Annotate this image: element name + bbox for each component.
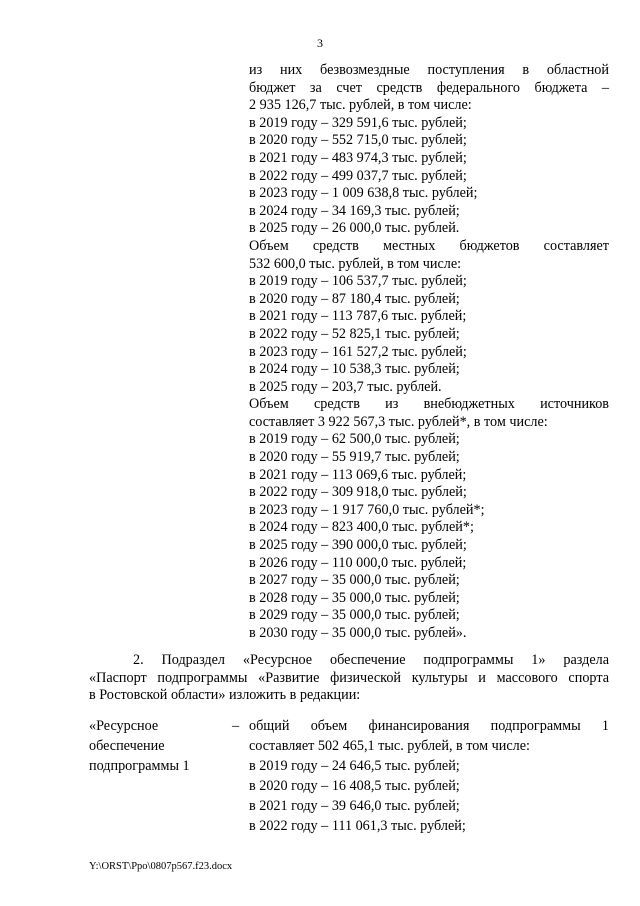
text-line: в Ростовской области» изложить в редакции: [89,687,361,704]
text-line: в 2022 году – 499 037,7 тыс. рублей; [249,167,467,184]
passport-label-line: подпрограммы 1 [89,758,190,774]
amendment-paragraph-2 [89,652,609,705]
text-line: в 2020 году – 16 408,5 тыс. рублей; [249,778,460,794]
text-line: в 2021 году – 39 646,0 тыс. рублей; [249,798,460,814]
text-line: бюджет за счет средств федерального бюджета – [249,79,609,96]
text-line: в 2023 году – 161 527,2 тыс. рублей; [249,343,467,360]
passport-label-line: обеспечение [89,738,165,754]
passport-label-line: «Ресурсное [89,718,159,734]
text-line: в 2024 году – 823 400,0 тыс. рублей*; [249,519,474,536]
page-number: 3 [317,36,323,50]
text-line: в 2026 году – 110 000,0 тыс. рублей; [249,554,467,571]
text-line: в 2022 году – 309 918,0 тыс. рублей; [249,484,467,501]
text-line: из них безвозмездные поступления в областной [249,62,609,78]
passport-row-label [89,716,239,776]
file-path-footer: Y:\ORST\Ppo\0807p567.f23.docx [89,861,233,872]
budget-sources-block [249,62,609,643]
text-line: в 2021 году – 113 787,6 тыс. рублей; [249,308,467,325]
text-line: Объем средств местных бюджетов составляет [249,237,609,254]
text-line: в 2019 году – 62 500,0 тыс. рублей; [249,431,460,448]
text-line: 532 600,0 тыс. рублей, в том числе: [249,255,462,272]
text-line: в 2020 году – 87 180,4 тыс. рублей; [249,290,460,307]
text-line: в 2025 году – 390 000,0 тыс. рублей; [249,537,467,554]
text-line: общий объем финансирования подпрограммы 1 [249,718,609,734]
text-line: в 2024 году – 34 169,3 тыс. рублей; [249,202,460,219]
text-line: в 2028 году – 35 000,0 тыс. рублей; [249,589,460,606]
text-line: в 2022 году – 111 061,3 тыс. рублей; [249,818,466,834]
text-line: составляет 3 922 567,3 тыс. рублей*, в том числе: [249,413,548,430]
text-line: в 2019 году – 329 591,6 тыс. рублей; [249,114,467,131]
text-line: 2. Подраздел «Ресурсное обеспечение подпрограммы 1» раздела [133,652,609,668]
text-line: 2 935 126,7 тыс. рублей, в том числе: [249,97,472,114]
text-line: «Паспорт подпрограммы «Развитие физической культуры и массового спорта [89,669,609,686]
text-line: в 2027 году – 35 000,0 тыс. рублей; [249,572,460,589]
text-line: Объем средств из внебюджетных источников [249,396,609,413]
text-line: в 2019 году – 24 646,5 тыс. рублей; [249,758,460,774]
text-line: в 2029 году – 35 000,0 тыс. рублей; [249,607,460,624]
text-line: в 2021 году – 483 974,3 тыс. рублей; [249,149,467,166]
text-line: в 2030 году – 35 000,0 тыс. рублей». [249,625,467,641]
text-line: в 2025 году – 26 000,0 тыс. рублей. [249,220,460,237]
text-line: в 2023 году – 1 009 638,8 тыс. рублей; [249,185,478,202]
text-line: в 2024 году – 10 538,3 тыс. рублей; [249,361,460,378]
text-line: в 2020 году – 55 919,7 тыс. рублей; [249,449,460,466]
text-line: составляет 502 465,1 тыс. рублей, в том числе: [249,738,530,754]
passport-row-values [249,716,609,836]
text-line: в 2019 году – 106 537,7 тыс. рублей; [249,273,467,290]
passport-row-dash: – [232,718,240,734]
text-line: в 2022 году – 52 825,1 тыс. рублей; [249,325,460,342]
text-line: в 2021 году – 113 069,6 тыс. рублей; [249,466,467,483]
text-line: в 2025 году – 203,7 тыс. рублей. [249,378,442,395]
text-line: в 2020 году – 552 715,0 тыс. рублей; [249,132,467,149]
text-line: в 2023 году – 1 917 760,0 тыс. рублей*; [249,501,485,518]
